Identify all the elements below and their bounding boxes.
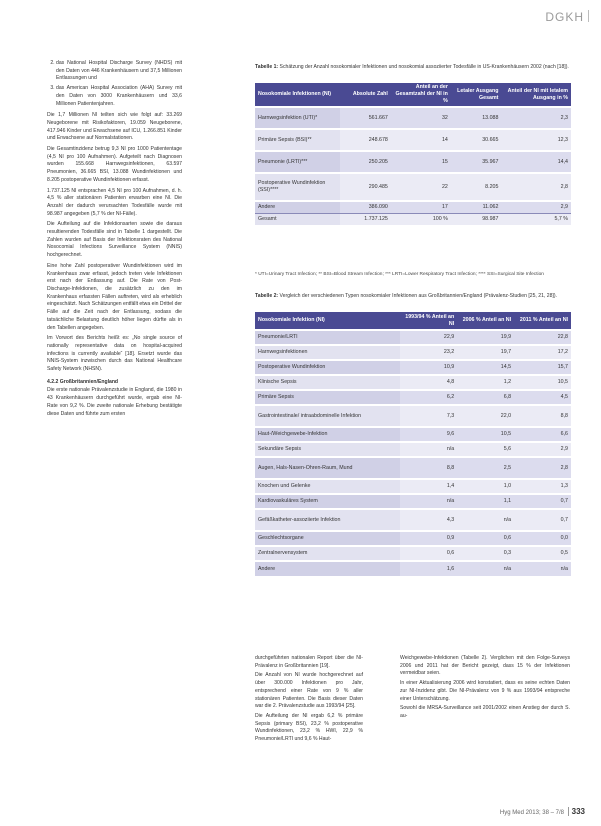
table-cell: 5,7 % (501, 213, 571, 225)
table-cell: 22 (391, 173, 451, 201)
list-item: 3. das American Hospital Association (AHA) Survey mit den Daten von 3000 Krankenhäusern und 33,6 Millionen Patientenjahren. (56, 85, 182, 108)
table-cell: n/a (457, 509, 514, 531)
table-row (255, 360, 571, 375)
table-cell: 17 (391, 201, 451, 213)
table-cell: 12,3 (501, 129, 571, 151)
table1-caption: Tabelle 1: Schätzung der Anzahl nosokomialer Infektionen und nosokomial assoziierter Todesfälle in US-Krankenhäusern 2002 (nach [18]). (255, 64, 569, 70)
table-cell: Postoperative Wundinfektion (SSI)**** (255, 173, 340, 201)
table-cell: 10,9 (400, 360, 457, 375)
table-cell: 17,2 (514, 345, 571, 360)
table-row (255, 390, 571, 405)
table-cell: 4,5 (514, 390, 571, 405)
body-paragraph: Im Vorwort des Berichts heißt es: „No single source of nationally representative data on hospital-acquired infections is currently available“ [18]. Ersetzt wurde das NNIS-System inzwischen durch das National Healthcare Safety Network (NHSN). (47, 335, 182, 373)
table-cell: Knochen und Gelenke (255, 479, 400, 494)
table-cell: 0,0 (514, 531, 571, 546)
page-footer (500, 807, 585, 816)
table-row (255, 561, 571, 576)
table-cell: 0,9 (400, 531, 457, 546)
table-cell: Primäre Sepsis (BSI)** (255, 129, 340, 151)
table-cell: Harnwegsinfektionen (255, 345, 400, 360)
table-cell: 10,5 (457, 427, 514, 442)
table-cell: 35.967 (451, 151, 502, 173)
table-cell: Gastrointestinale/ intraabdominelle Infektion (255, 405, 400, 427)
table-cell: Augen, Hals-Nasen-Ohren-Raum, Mund (255, 457, 400, 479)
table-row (255, 427, 571, 442)
table-cell: Pneumonie (LRTI)*** (255, 151, 340, 173)
table-cell: 8,8 (514, 405, 571, 427)
table-cell: 2,8 (501, 173, 571, 201)
table-cell: 22,9 (400, 330, 457, 345)
table-cell: Geschlechtsorgane (255, 531, 400, 546)
col-header: Absolute Zahl (340, 83, 391, 107)
table2-header-row (255, 312, 571, 330)
table-row (255, 345, 571, 360)
table-cell: 0,3 (457, 546, 514, 561)
table-cell: 22,0 (457, 405, 514, 427)
table-cell: n/a (400, 442, 457, 457)
table-cell: 0,6 (400, 546, 457, 561)
table-row (255, 457, 571, 479)
table-cell: 1,1 (457, 494, 514, 509)
table-row (255, 330, 571, 345)
table-cell: 1,2 (457, 375, 514, 390)
table2 (255, 312, 571, 576)
col-header: Anteil an der Gesamtzahl der NI in % (391, 83, 451, 107)
table-cell: n/a (457, 561, 514, 576)
table-cell: Pneumonie/LRTI (255, 330, 400, 345)
table-cell: 2,9 (501, 201, 571, 213)
table-cell: 6,8 (457, 390, 514, 405)
table-cell: Harnwegsinfektion (UTI)* (255, 107, 340, 129)
table-cell: 0,6 (457, 531, 514, 546)
col-header: 2011 % Anteil an NI (514, 312, 571, 330)
body-paragraph: Die Aufteilung der NI ergab 6,2 % primäre Sepsis (primary BSI), 23,2 % postoperative Wundinfektionen, 23,2 % HWI, 22,9 % Pneumonie/LRTI und 9,6 % Haut- (255, 712, 363, 743)
bottom-text-column-1 (255, 655, 363, 746)
body-paragraph: Eine hohe Zahl postoperativer Wundinfektionen wird im Krankenhaus zwar erfasst, jedoch treten viele Infektionen erst nach der Entlassung auf. Die Rate von Post-Discharge-Infektionen, die zusätzlich zu den im Krankenhaus erfassten Fällen auftreten, wird als erheblich eingeschätzt. Nach Schätzungen entfällt etwa ein Drittel der Fälle auf die Zeit nach der Entlassung, sodass die tatsächliche Belastung deutlich höher liegen dürfte als in den Tabellen angegeben. (47, 262, 182, 331)
table-cell: 6,6 (514, 427, 571, 442)
table-cell: 15 (391, 151, 451, 173)
table-cell: 6,2 (400, 390, 457, 405)
col-header: 2006 % Anteil an NI (457, 312, 514, 330)
table1 (255, 83, 571, 225)
table-cell: 11.062 (451, 201, 502, 213)
table-cell: 1,6 (400, 561, 457, 576)
table-cell: 14,4 (501, 151, 571, 173)
table-total-row (255, 213, 571, 225)
table-cell: Gesamt (255, 213, 340, 225)
table-cell: 250.205 (340, 151, 391, 173)
body-paragraph: In einer Aktualisierung 2006 wird konstatiert, dass es seine echten Daten zur NI-Inzidenz gibt. Die NI-Prävalenz von 9 % aus 1993/94 entspreche einer Unterschätzung. (400, 680, 570, 702)
table-row (255, 479, 571, 494)
table-cell: 19,7 (457, 345, 514, 360)
table-row (255, 531, 571, 546)
table-cell: 386.090 (340, 201, 391, 213)
table-row (255, 107, 571, 129)
table-cell: 4,3 (400, 509, 457, 531)
table-row (255, 173, 571, 201)
table-cell: Andere (255, 561, 400, 576)
table2-caption: Tabelle 2: Vergleich der verschiedenen Typen nosokomialer Infektionen aus Großbritannien/England (Prävalenz-Studien [25, 21, 28]). (255, 293, 557, 299)
table-cell: 4,8 (400, 375, 457, 390)
table-cell: 290.485 (340, 173, 391, 201)
table-cell: Postoperative Wundinfektion (255, 360, 400, 375)
table-row (255, 509, 571, 531)
body-paragraph: 1.737.125 NI entsprachen 4,5 NI pro 100 Aufnahmen, d. h. 4,5 % aller stationären Patienten erwarben eine NI. Die Anzahl der dadurch verursachten Todesfälle wurde mit 98.987 angegeben (5,7 % der NI-Fälle). (47, 187, 182, 217)
col-header: Anteil der NI mit letalem Ausgang in % (501, 83, 571, 107)
table-cell: 30.665 (451, 129, 502, 151)
col-header: Nosokomiale Infektionen (NI) (255, 83, 340, 107)
list-item: 2. das National Hospital Discharge Survey (NHDS) mit den Daten von 446 Krankenhäusern und 37,5 Millionen Entlassungen und (56, 60, 182, 83)
table-cell: 14,5 (457, 360, 514, 375)
survey-list (47, 60, 182, 108)
table-cell: 1.737.125 (340, 213, 391, 225)
body-paragraph: durchgeführten nationalen Report über die NI-Prävalenz in Großbritannien [19]. (255, 655, 363, 669)
table-cell: 14 (391, 129, 451, 151)
body-paragraph: Die Anzahl von NI wurde hochgerechnet auf über 300.000 Infektionen pro Jahr, entsprechend einer Rate von 9 % aller stationären Patienten. Die Basis dieser Daten war die 2. Prävalenzstudie aus 1993/94 [25]. (255, 672, 363, 710)
table-cell: 1,4 (400, 479, 457, 494)
table-cell: 1,0 (457, 479, 514, 494)
table-cell: Andere (255, 201, 340, 213)
table-row (255, 494, 571, 509)
page-number: 333 (568, 807, 585, 816)
table1-header-row (255, 83, 571, 107)
table-row (255, 151, 571, 173)
col-header: Nosokomiale Infektion (NI) (255, 312, 400, 330)
table-cell: 5,6 (457, 442, 514, 457)
body-paragraph: Die erste nationale Prävalenzstudie in England, die 1980 in 43 Krankenhäusern durchgeführt wurde, ergab eine NI-Rate von 9,2 %. Die zweite nationale Erhebung bestätigte diese Daten und führte zum ersten (47, 387, 182, 417)
table-cell: 1,3 (514, 479, 571, 494)
table-row (255, 442, 571, 457)
table-cell: 0,7 (514, 494, 571, 509)
table-cell: n/a (400, 494, 457, 509)
table-cell: 15,7 (514, 360, 571, 375)
body-paragraph: Die Aufteilung auf die Infektionsarten sowie die daraus resultierenden Todesfälle sind in Tabelle 1 dargestellt. Die Zahlen wurden auf Basis der Infektionsraten des National Nosocomial Infections Surveillance System (NNIS) hochgerechnet. (47, 221, 182, 259)
table-cell: 561.667 (340, 107, 391, 129)
journal-masthead: DGKH (545, 10, 589, 24)
table-cell: n/a (514, 561, 571, 576)
left-text-column (47, 60, 182, 421)
table-cell: 0,5 (514, 546, 571, 561)
table-cell: Kardiovaskuläres System (255, 494, 400, 509)
table-row (255, 546, 571, 561)
table-cell: Gefäßkatheter-assoziierte Infektion (255, 509, 400, 531)
table-cell: Klinische Sepsis (255, 375, 400, 390)
journal-citation: Hyg Med 2013; 38 – 7/8 (499, 810, 564, 816)
table-cell: 98.987 (451, 213, 502, 225)
table-cell: 2,8 (514, 457, 571, 479)
table-cell: Haut-/Weichgewebe-Infektion (255, 427, 400, 442)
table-cell: 23,2 (400, 345, 457, 360)
body-paragraph: Sowohl die MRSA-Surveillance seit 2001/2002 einen Anstieg der durch S. au- (400, 705, 570, 719)
table-cell: 248.678 (340, 129, 391, 151)
body-paragraph: Weichgewebe-Infektionen (Tabelle 2). Verglichen mit den Folge-Surveys 2006 und 2011 hat der Bericht gezeigt, dass 15 % der Infektionen vermeidbar seien. (400, 655, 570, 677)
table-cell: 10,5 (514, 375, 571, 390)
bottom-text-column-2 (400, 655, 570, 723)
table-cell: 2,5 (457, 457, 514, 479)
table-cell: 0,7 (514, 509, 571, 531)
table-cell: Primäre Sepsis (255, 390, 400, 405)
table-cell: 100 % (391, 213, 451, 225)
table-cell: 9,6 (400, 427, 457, 442)
table-cell: 8.205 (451, 173, 502, 201)
section-heading: 4.2.2 Großbritannien/England (47, 378, 119, 385)
table-row (255, 201, 571, 213)
table-cell: 2,9 (514, 442, 571, 457)
col-header: Letaler Ausgang Gesamt (451, 83, 502, 107)
table-cell: 13.088 (451, 107, 502, 129)
col-header: 1993/94 % Anteil an NI (400, 312, 457, 330)
table-row (255, 375, 571, 390)
table-cell: Zentralnervensystem (255, 546, 400, 561)
table-cell: 22,8 (514, 330, 571, 345)
table-row (255, 129, 571, 151)
table-cell: 32 (391, 107, 451, 129)
table-cell: Sekundäre Sepsis (255, 442, 400, 457)
table-row (255, 405, 571, 427)
body-paragraph: Die 1,7 Millionen NI teilten sich wie folgt auf: 33.269 Neugeborene mit Risikofaktoren, 19.059 Neugeborene, 417.946 Kinder und Erwachsene auf ICU, 1.266.851 Kinder und Erwachsene auf Normalstationen. (47, 112, 182, 142)
table-cell: 8,8 (400, 457, 457, 479)
table-cell: 2,3 (501, 107, 571, 129)
table-cell: 7,3 (400, 405, 457, 427)
body-paragraph: Die Gesamtinzidenz betrug 9,3 NI pro 1000 Patiententage (4,5 NI pro 100 Aufnahmen). Aufgeteilt nach Diagnosen wurden 155.668 Harnwegsinfektionen, 63.597 Pneumonien, 36.665 BSI, 13.088 Wundinfektionen und 8.205 postoperative Wundinfektionen erfasst. (47, 146, 182, 183)
table1-footnote: * UTI=Urinary Tract Infection; ** BSI=Blood Stream Infection; *** LRTI=Lower Respiratory Tract Infection; **** SSI=Surgical Site Infection (255, 272, 544, 277)
table-cell: 19,9 (457, 330, 514, 345)
